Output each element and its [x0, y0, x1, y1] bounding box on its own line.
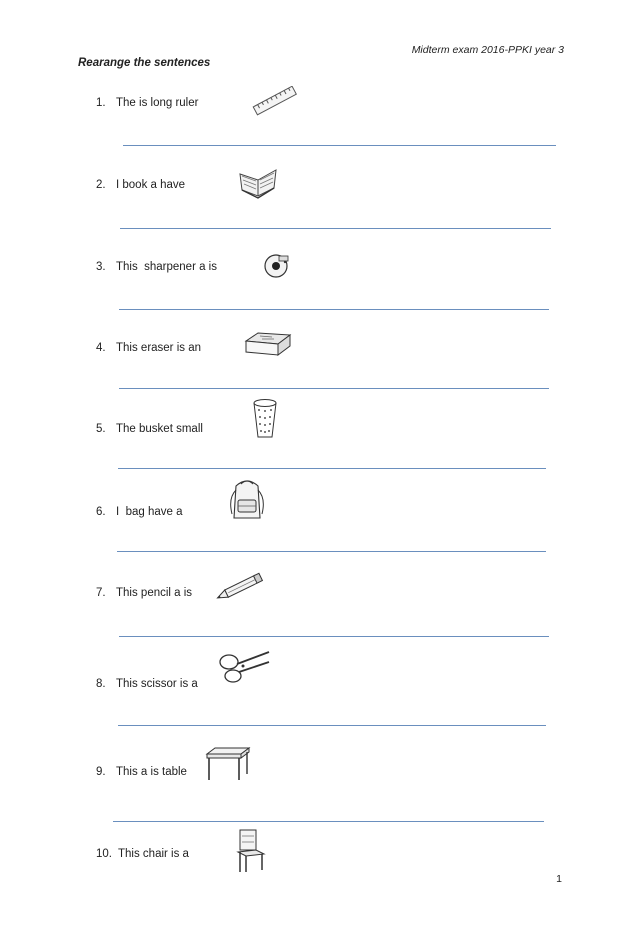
- item-sentence: The is long ruler: [116, 97, 199, 109]
- ruler-icon: [250, 86, 300, 116]
- item-sentence: This chair is a: [118, 848, 189, 860]
- sharpener-icon: [261, 250, 293, 280]
- list-item: [0, 90, 638, 170]
- item-number: 2.: [96, 179, 106, 191]
- book-icon: [234, 160, 282, 200]
- item-number: 6.: [96, 506, 106, 518]
- answer-line[interactable]: [123, 145, 556, 146]
- item-sentence: This a is table: [116, 766, 187, 778]
- answer-line[interactable]: [118, 468, 546, 469]
- list-item: [0, 415, 638, 495]
- page-title: Rearange the sentences: [78, 57, 211, 69]
- item-number: 5.: [96, 423, 106, 435]
- bag-icon: [224, 476, 270, 524]
- answer-line[interactable]: [119, 636, 549, 637]
- table-icon: [203, 744, 253, 784]
- item-number: 4.: [96, 342, 106, 354]
- answer-line[interactable]: [120, 228, 551, 229]
- list-item: [0, 254, 638, 334]
- item-number: 3.: [96, 261, 106, 273]
- answer-line[interactable]: [119, 309, 549, 310]
- item-sentence: This pencil a is: [116, 587, 193, 599]
- item-sentence: I bag have a: [116, 506, 183, 518]
- item-sentence: This sharpener a is: [116, 261, 217, 273]
- page-number: 1: [556, 873, 562, 885]
- pencil-icon: [213, 570, 267, 604]
- item-number: 1.: [96, 97, 106, 109]
- list-item: [0, 335, 638, 415]
- item-sentence: The busket small: [116, 423, 203, 435]
- item-sentence: This eraser is an: [116, 342, 202, 354]
- list-item: [0, 172, 638, 252]
- answer-line[interactable]: [119, 388, 549, 389]
- list-item: [0, 676, 638, 756]
- basket-icon: [251, 397, 279, 441]
- item-sentence: This scissor is a: [116, 678, 198, 690]
- chair-icon: [230, 828, 268, 874]
- item-number: 9.: [96, 766, 106, 778]
- exam-header: Midterm exam 2016-PPKI year 3: [411, 44, 564, 56]
- item-number: 10.: [96, 848, 112, 860]
- answer-line[interactable]: [113, 821, 544, 822]
- answer-line[interactable]: [118, 725, 546, 726]
- item-number: 8.: [96, 678, 106, 690]
- list-item: [0, 766, 638, 846]
- item-number: 7.: [96, 587, 106, 599]
- scissors-icon: [217, 646, 273, 686]
- list-item: [0, 848, 638, 928]
- item-sentence: I book a have: [116, 179, 186, 191]
- answer-line[interactable]: [117, 551, 546, 552]
- list-item: [0, 580, 638, 660]
- list-item: [0, 498, 638, 578]
- eraser-icon: [242, 327, 294, 359]
